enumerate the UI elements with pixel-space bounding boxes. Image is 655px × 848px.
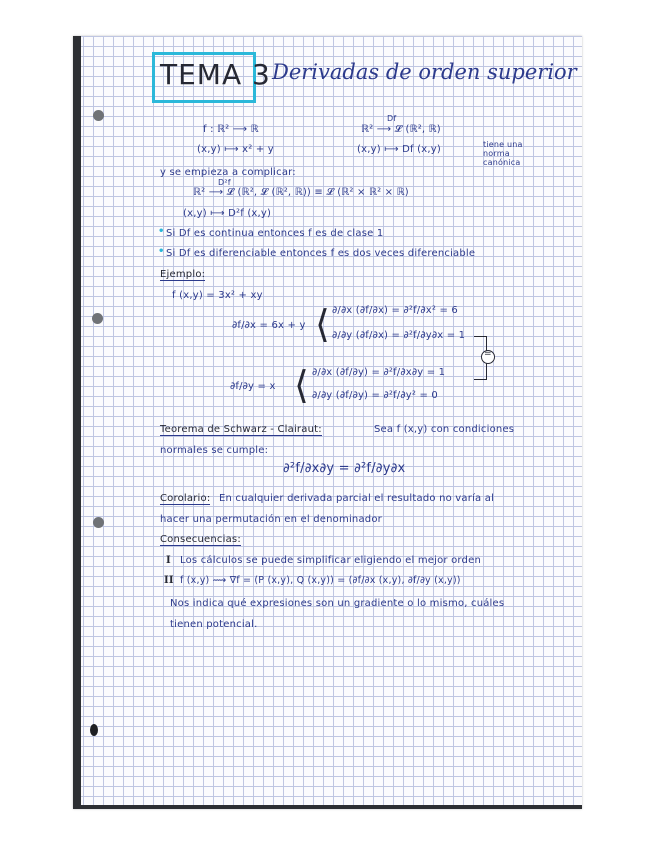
consequence-ii-number: II <box>164 575 174 586</box>
binder-hole <box>90 724 98 736</box>
consequence-ii-line-2: Nos indica qué expresiones son un gradiente o lo mismo, cuáles <box>170 598 505 609</box>
d2-mapping: (x,y) ⟼ D²f (x,y) <box>183 208 272 219</box>
norma-note: tiene una norma canónica <box>483 140 523 167</box>
function-example: f (x,y) = 3x² + xy <box>172 290 263 301</box>
dfdy-branch-1: ∂/∂x (∂f/∂y) = ∂²f/∂x∂y = 1 <box>312 367 446 378</box>
df-mapping: (x,y) ⟼ Df (x,y) <box>357 144 441 155</box>
schwarz-heading: Teorema de Schwarz - Clairaut: <box>160 424 322 435</box>
dfdx-line: ∂f/∂x = 6x + y <box>232 320 306 331</box>
consequence-i-number: I <box>166 555 171 566</box>
df-definition: ℝ² ⟶ 𝓛 (ℝ², ℝ) <box>361 124 441 135</box>
schwarz-formula: ∂²f/∂x∂y = ∂²f/∂y∂x <box>283 461 406 476</box>
ejemplo-heading: Ejemplo: <box>160 269 206 280</box>
consequence-i: Los cálculos se puede simplificar eligiendo el mejor orden <box>180 555 481 566</box>
binder-hole <box>93 110 104 121</box>
dfdy-line: ∂f/∂y = x <box>230 381 276 392</box>
brace-lower: ⟨ <box>294 363 310 407</box>
bullet-marker: • <box>158 226 165 237</box>
schwarz-line-2: normales se cumple: <box>160 445 269 456</box>
consequence-ii-line-3: tienen potencial. <box>170 619 258 630</box>
tema-label: TEMA 3 <box>160 58 271 91</box>
dfdx-branch-1: ∂/∂x (∂f/∂x) = ∂²f/∂x² = 6 <box>332 305 458 316</box>
corolario-text: En cualquier derivada parcial el resultado no varía al <box>219 493 495 504</box>
df-arrow-label: Df <box>387 114 397 123</box>
f-mapping: (x,y) ⟼ x² + y <box>197 144 274 155</box>
equality-sign: = <box>484 349 492 359</box>
d2-definition: ℝ² ⟶ 𝓛 (ℝ², 𝓛 (ℝ², ℝ)) ≡ 𝓛 (ℝ² × ℝ² × ℝ) <box>193 187 409 198</box>
schwarz-text: Sea f (x,y) con condiciones <box>374 424 515 435</box>
brace-upper: ⟨ <box>315 302 331 346</box>
d2-arrow-label: D²f <box>218 178 231 187</box>
f-definition: f : ℝ² ⟶ ℝ <box>203 124 259 135</box>
dfdy-branch-2: ∂/∂y (∂f/∂y) = ∂²f/∂y² = 0 <box>312 390 438 401</box>
binder-hole <box>93 517 104 528</box>
dfdx-branch-2: ∂/∂y (∂f/∂x) = ∂²f/∂y∂x = 1 <box>332 330 466 341</box>
complicar-line: y se empieza a complicar: <box>160 167 296 178</box>
si-diferenciable-line: Si Df es diferenciable entonces f es dos veces diferenciable <box>166 248 476 259</box>
corolario-heading: Corolario: <box>160 493 211 504</box>
consequence-ii: f (x,y) ⟿ ∇f = (P (x,y), Q (x,y)) = (∂f/∂x (x,y), ∂f/∂y (x,y)) <box>180 575 461 586</box>
page-title: Derivadas de orden superior <box>272 60 577 84</box>
si-continua-line: Si Df es continua entonces f es de clase 1 <box>166 228 384 239</box>
corolario-line-2: hacer una permutación en el denominador <box>160 514 382 525</box>
consecuencias-heading: Consecuencias: <box>160 534 241 545</box>
binder-hole <box>92 313 103 324</box>
bullet-marker: • <box>158 246 165 257</box>
